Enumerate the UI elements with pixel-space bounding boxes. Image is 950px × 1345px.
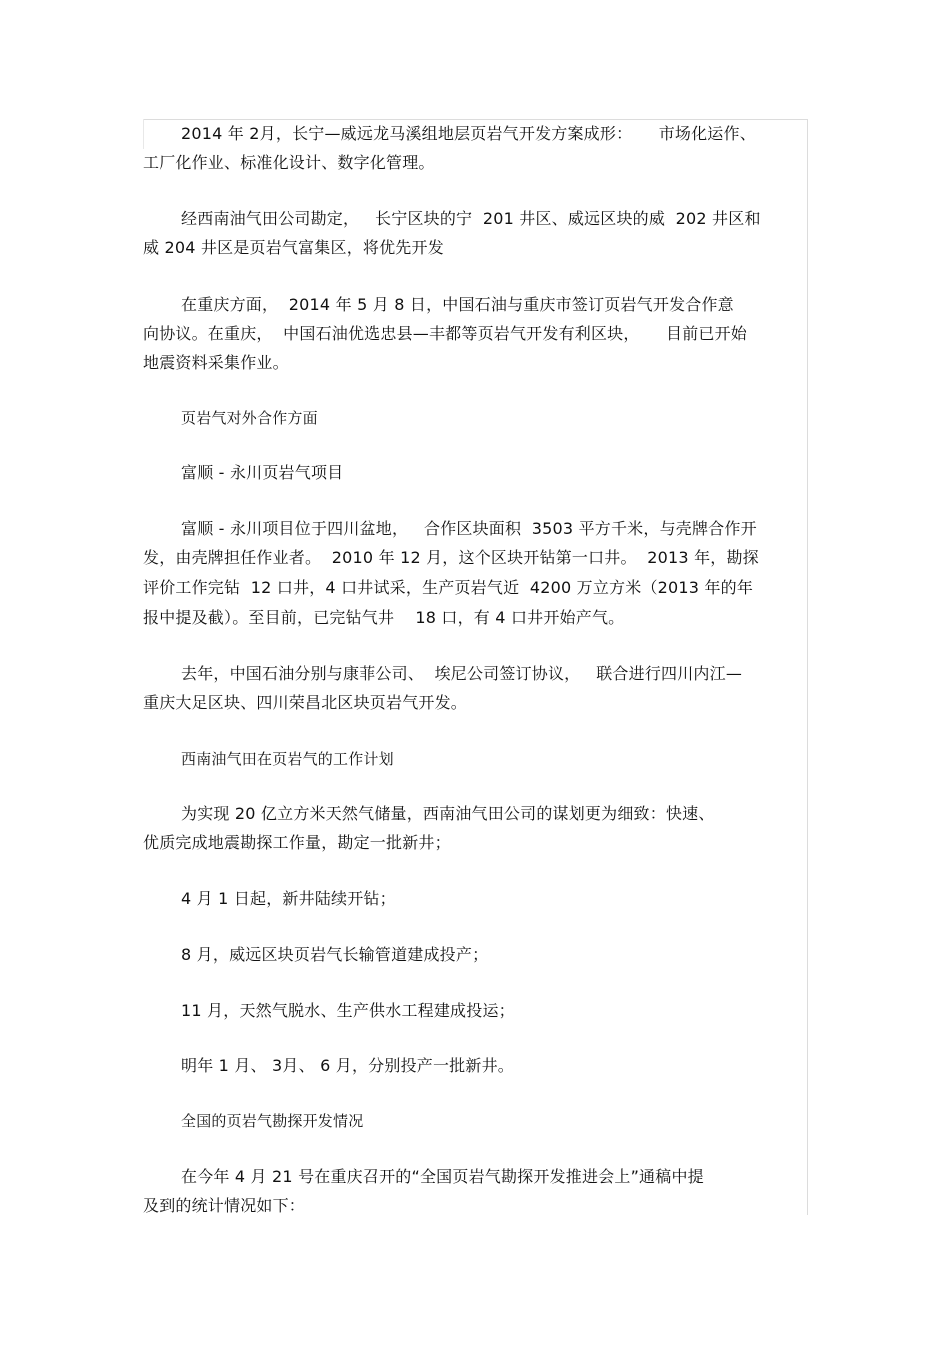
paragraph-line: 及到的统计情况如下： [143,1196,306,1215]
paragraph-line: 在今年 4 月 21 号在重庆召开的“全国页岩气勘探开发推进会上”通稿中提 [181,1167,704,1186]
paragraph-line: 2014 年 2月，长宁—威远龙马溪组地层页岩气开发方案成形： 市场化运作、 [181,124,756,143]
section-heading: 富顺 - 永川页岩气项目 [181,463,344,482]
paragraph-line: 经西南油气田公司勘定， 长宁区块的宁 201 井区、威远区块的威 202 井区和 [181,209,761,228]
paragraph-line: 威 204 井区是页岩气富集区，将优先开发 [143,238,444,257]
paragraph-line: 优质完成地震勘探工作量，勘定一批新井； [143,833,451,852]
page-border-top [143,119,808,120]
paragraph-line: 向协议。在重庆， 中国石油优选忠县—丰都等页岩气开发有利区块， 目前已开始 [143,324,748,343]
paragraph-line: 重庆大足区块、四川荣昌北区块页岩气开发。 [143,693,468,712]
paragraph-line: 工厂化作业、标准化设计、数字化管理。 [143,153,435,172]
section-heading: 页岩气对外合作方面 [181,409,318,427]
list-item: 11 月，天然气脱水、生产供水工程建成投运； [181,1001,515,1020]
list-item: 4 月 1 日起，新井陆续开钻； [181,889,396,908]
paragraph-line: 地震资料采集作业。 [143,353,289,372]
list-item: 明年 1 月、 3月、 6 月，分别投产一批新井。 [181,1056,514,1075]
paragraph-line: 发，由壳牌担任作业者。 2010 年 12 月，这个区块开钻第一口井。 2013 年，勘探 [143,548,759,567]
paragraph-line: 富顺 - 永川项目位于四川盆地， 合作区块面积 3503 平方千米，与壳牌合作开 [181,519,757,538]
page-border-left [143,119,144,149]
section-heading: 全国的页岩气勘探开发情况 [181,1112,364,1130]
paragraph-line: 为实现 20 亿立方米天然气储量，西南油气田公司的谋划更为细致：快速、 [181,804,715,823]
paragraph-line: 去年，中国石油分别与康菲公司、 埃尼公司签订协议， 联合进行四川内江— [181,664,743,683]
list-item: 8 月，威远区块页岩气长输管道建成投产； [181,945,489,964]
paragraph-line: 报中提及截）。至目前，已完钻气井 18 口，有 4 口井开始产气。 [143,608,625,627]
page-border-right [807,119,808,1215]
paragraph-line: 评价工作完钻 12 口井，4 口井试采，生产页岩气近 4200 万立方米（2013 年的年 [143,578,754,597]
paragraph-line: 在重庆方面， 2014 年 5 月 8 日，中国石油与重庆市签订页岩气开发合作意 [181,295,734,314]
section-heading: 西南油气田在页岩气的工作计划 [181,750,394,768]
